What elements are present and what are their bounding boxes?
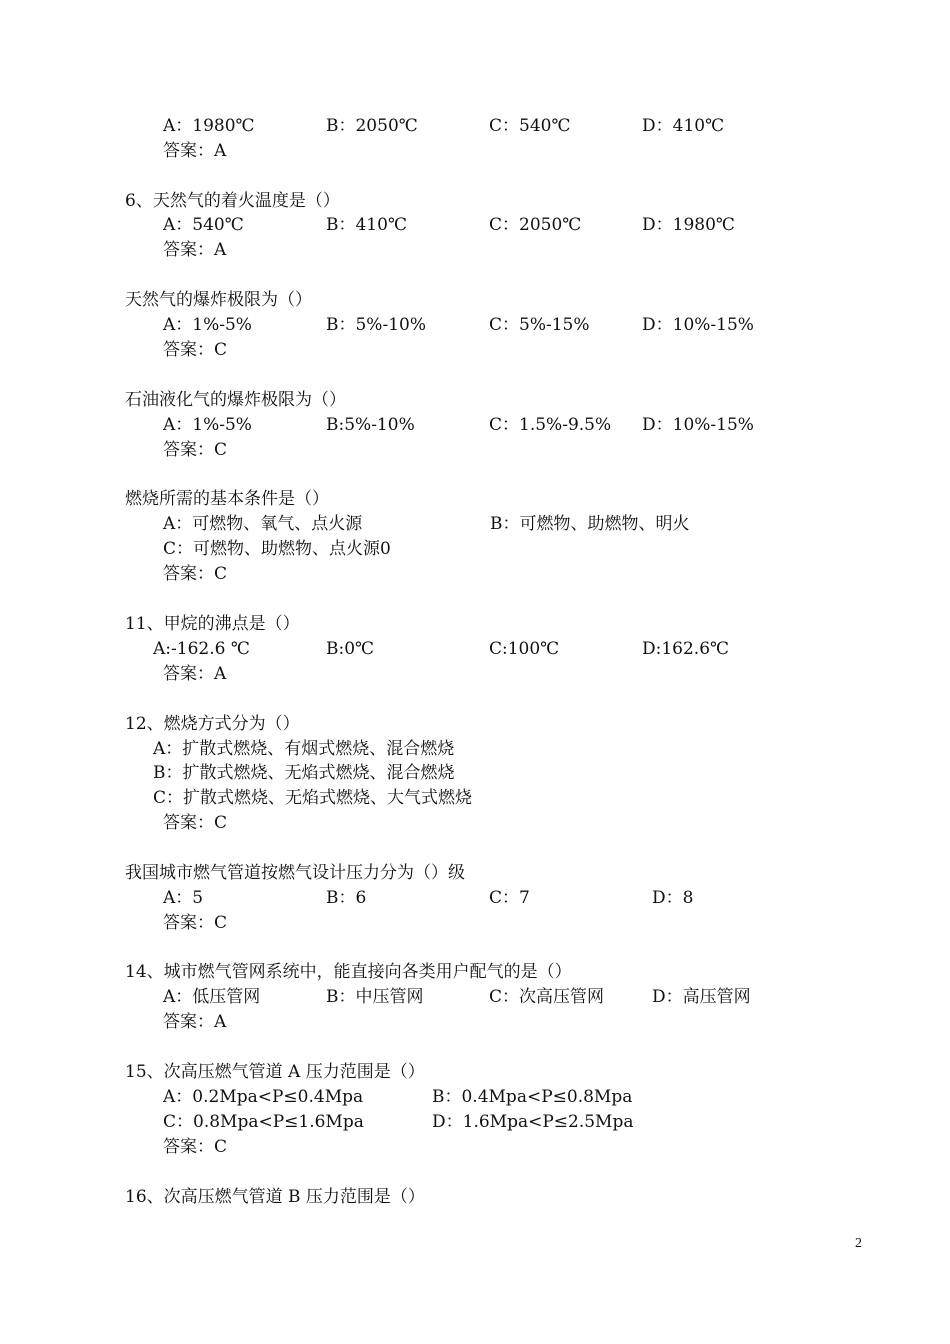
option-a: A:-162.6 ℃: [153, 639, 250, 659]
option-c: C:100℃: [489, 639, 560, 659]
question: 15、次高压燃气管道 A 压力范围是（）: [125, 1062, 425, 1082]
option-b: B:0℃: [326, 639, 375, 659]
answer: 答案：C: [163, 1137, 228, 1157]
option-a: A：扩散式燃烧、有烟式燃烧、混合燃烧: [153, 739, 455, 759]
option-a: A：1980℃: [163, 116, 255, 136]
option-a: A：1%-5%: [163, 415, 252, 435]
option-b: B：中压管网: [326, 987, 424, 1007]
question: 11、甲烷的沸点是（）: [125, 614, 300, 634]
option-a: A：1%-5%: [163, 315, 252, 335]
option-c: C：1.5%-9.5%: [489, 415, 612, 435]
option-c: C：次高压管网: [489, 987, 605, 1007]
option-b: B：410℃: [326, 215, 407, 235]
option-d: D：高压管网: [652, 987, 751, 1007]
answer: 答案：C: [163, 340, 228, 360]
option-b: B:5%-10%: [326, 415, 415, 435]
option-b: B：5%-10%: [326, 315, 426, 335]
option-b: B：可燃物、助燃物、明火: [490, 514, 690, 534]
answer: 答案：C: [163, 813, 228, 833]
option-a: A：低压管网: [163, 987, 261, 1007]
option-c: C：0.8Mpa<P≤1.6Mpa: [163, 1112, 364, 1132]
option-d: D：410℃: [642, 116, 725, 136]
option-c: C：可燃物、助燃物、点火源0: [163, 539, 391, 559]
option-a: A：可燃物、氧气、点火源: [163, 514, 363, 534]
option-a: A：0.2Mpa<P≤0.4Mpa: [163, 1087, 364, 1107]
question: 6、天然气的着火温度是（）: [125, 191, 340, 211]
option-c: C：扩散式燃烧、无焰式燃烧、大气式燃烧: [153, 788, 473, 808]
page-number: 2: [855, 1236, 862, 1251]
option-b: B：扩散式燃烧、无焰式燃烧、混合燃烧: [153, 763, 455, 783]
question: 12、燃烧方式分为（）: [125, 714, 300, 734]
answer: 答案：C: [163, 564, 228, 584]
option-d: D：1980℃: [642, 215, 735, 235]
option-c: C：2050℃: [489, 215, 582, 235]
option-a: A：5: [163, 888, 204, 908]
option-d: D:162.6℃: [642, 639, 730, 659]
option-b: B：2050℃: [326, 116, 418, 136]
answer: 答案：A: [163, 141, 227, 161]
option-d: D：1.6Mpa<P≤2.5Mpa: [432, 1112, 634, 1132]
option-c: C：7: [489, 888, 530, 908]
question: 14、城市燃气管网系统中，能直接向各类用户配气的是（）: [125, 962, 572, 982]
option-d: D：8: [652, 888, 694, 908]
answer: 答案：C: [163, 913, 228, 933]
option-b: B：6: [326, 888, 367, 908]
question: 天然气的爆炸极限为（）: [125, 290, 312, 310]
option-d: D：10%-15%: [642, 415, 754, 435]
question: 燃烧所需的基本条件是（）: [125, 489, 329, 509]
option-c: C：5%-15%: [489, 315, 590, 335]
answer: 答案：A: [163, 1012, 227, 1032]
answer: 答案：A: [163, 664, 227, 684]
option-b: B：0.4Mpa<P≤0.8Mpa: [432, 1087, 633, 1107]
question: 我国城市燃气管道按燃气设计压力分为（）级: [125, 863, 465, 883]
answer: 答案：A: [163, 240, 227, 260]
question: 石油液化气的爆炸极限为（）: [125, 390, 346, 410]
answer: 答案：C: [163, 440, 228, 460]
option-c: C：540℃: [489, 116, 571, 136]
option-d: D：10%-15%: [642, 315, 754, 335]
question: 16、次高压燃气管道 B 压力范围是（）: [125, 1187, 425, 1207]
option-a: A：540℃: [163, 215, 244, 235]
